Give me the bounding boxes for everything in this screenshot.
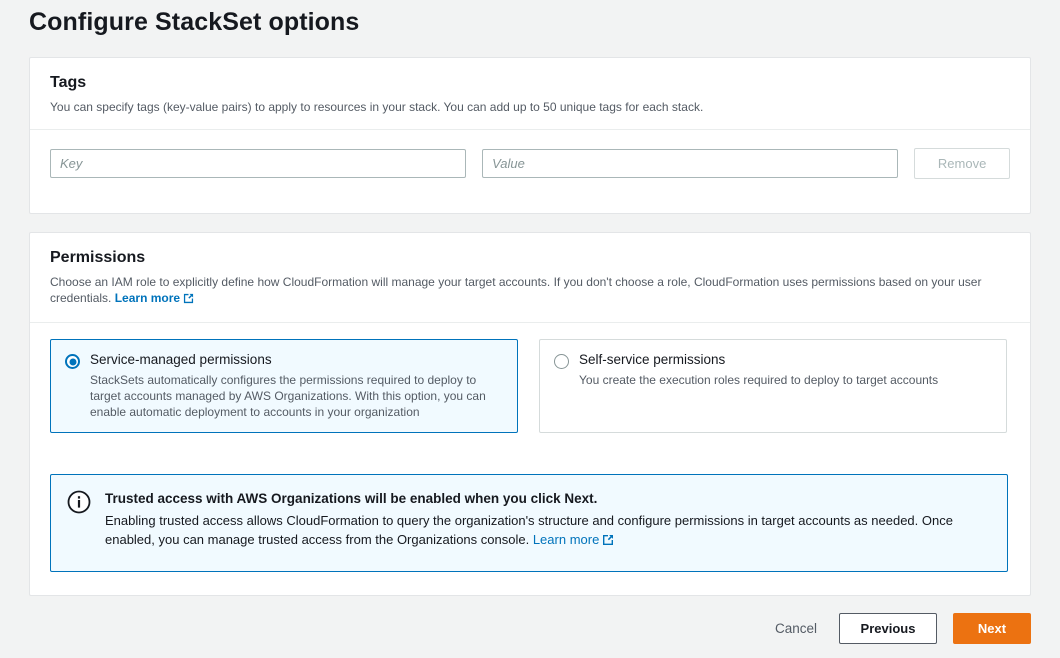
- trusted-access-info-alert: [50, 474, 1008, 572]
- radio-icon-self-service[interactable]: [554, 354, 569, 369]
- tags-title: Tags: [50, 74, 87, 91]
- tags-card-header: [30, 58, 1030, 130]
- previous-button[interactable]: Previous: [839, 613, 937, 644]
- permissions-description: [50, 274, 1010, 308]
- info-icon: [67, 490, 91, 514]
- radio-icon-service-managed[interactable]: [65, 354, 80, 369]
- info-alert-title: Trusted access with AWS Organizations will be enabled when you click Next.: [105, 491, 598, 506]
- info-alert-body: [105, 511, 991, 551]
- permissions-description-text: Choose an IAM role to explicitly define how CloudFormation will manage your target accounts. If you don't choose a role, CloudFormation uses permissions based on your user credentials.: [50, 275, 982, 305]
- cancel-button[interactable]: Cancel: [769, 613, 823, 644]
- info-alert-learn-more-link[interactable]: [533, 532, 614, 547]
- footer-actions: [769, 613, 1031, 644]
- info-alert-body-wrap: [105, 489, 991, 557]
- page-title: Configure StackSet options: [29, 8, 360, 36]
- next-button[interactable]: Next: [953, 613, 1031, 644]
- tag-value-input[interactable]: [482, 149, 898, 178]
- remove-tag-button[interactable]: Remove: [914, 148, 1010, 179]
- permissions-learn-more-link[interactable]: [115, 291, 194, 305]
- permission-option-service-managed[interactable]: [50, 339, 518, 433]
- permissions-card-header: [30, 233, 1030, 323]
- info-alert-text: Enabling trusted access allows CloudFormation to query the organization's structure and configure permissions in target accounts as needed. Once enabled, you can manage trusted access from the Organizations console.: [105, 513, 953, 547]
- permissions-title: Permissions: [50, 249, 146, 266]
- permission-option-self-service-description: You create the execution roles required to deploy to target accounts: [579, 373, 939, 387]
- external-link-icon: [602, 532, 614, 551]
- permissions-card: [29, 232, 1031, 596]
- permissions-learn-more-label: Learn more: [114, 291, 181, 305]
- permission-option-self-service-label: Self-service permissions: [579, 352, 726, 367]
- external-link-icon: [183, 292, 194, 308]
- permission-option-self-service[interactable]: [539, 339, 1007, 433]
- tag-row: [30, 130, 1030, 179]
- tag-key-input[interactable]: [50, 149, 466, 178]
- info-alert-learn-more-label: Learn more: [532, 532, 600, 547]
- tags-card: [29, 57, 1031, 214]
- permission-option-service-managed-description: StackSets automatically configures the permissions required to deploy to target accounts managed by AWS Organizations. With this option, you can enable automatic deployment to accounts in your organization: [90, 373, 486, 419]
- permission-option-service-managed-label: Service-managed permissions: [90, 352, 272, 367]
- permissions-options: [30, 323, 1030, 433]
- tags-description: You can specify tags (key-value pairs) to apply to resources in your stack. You can add up to 50 unique tags for each stack.: [50, 100, 704, 114]
